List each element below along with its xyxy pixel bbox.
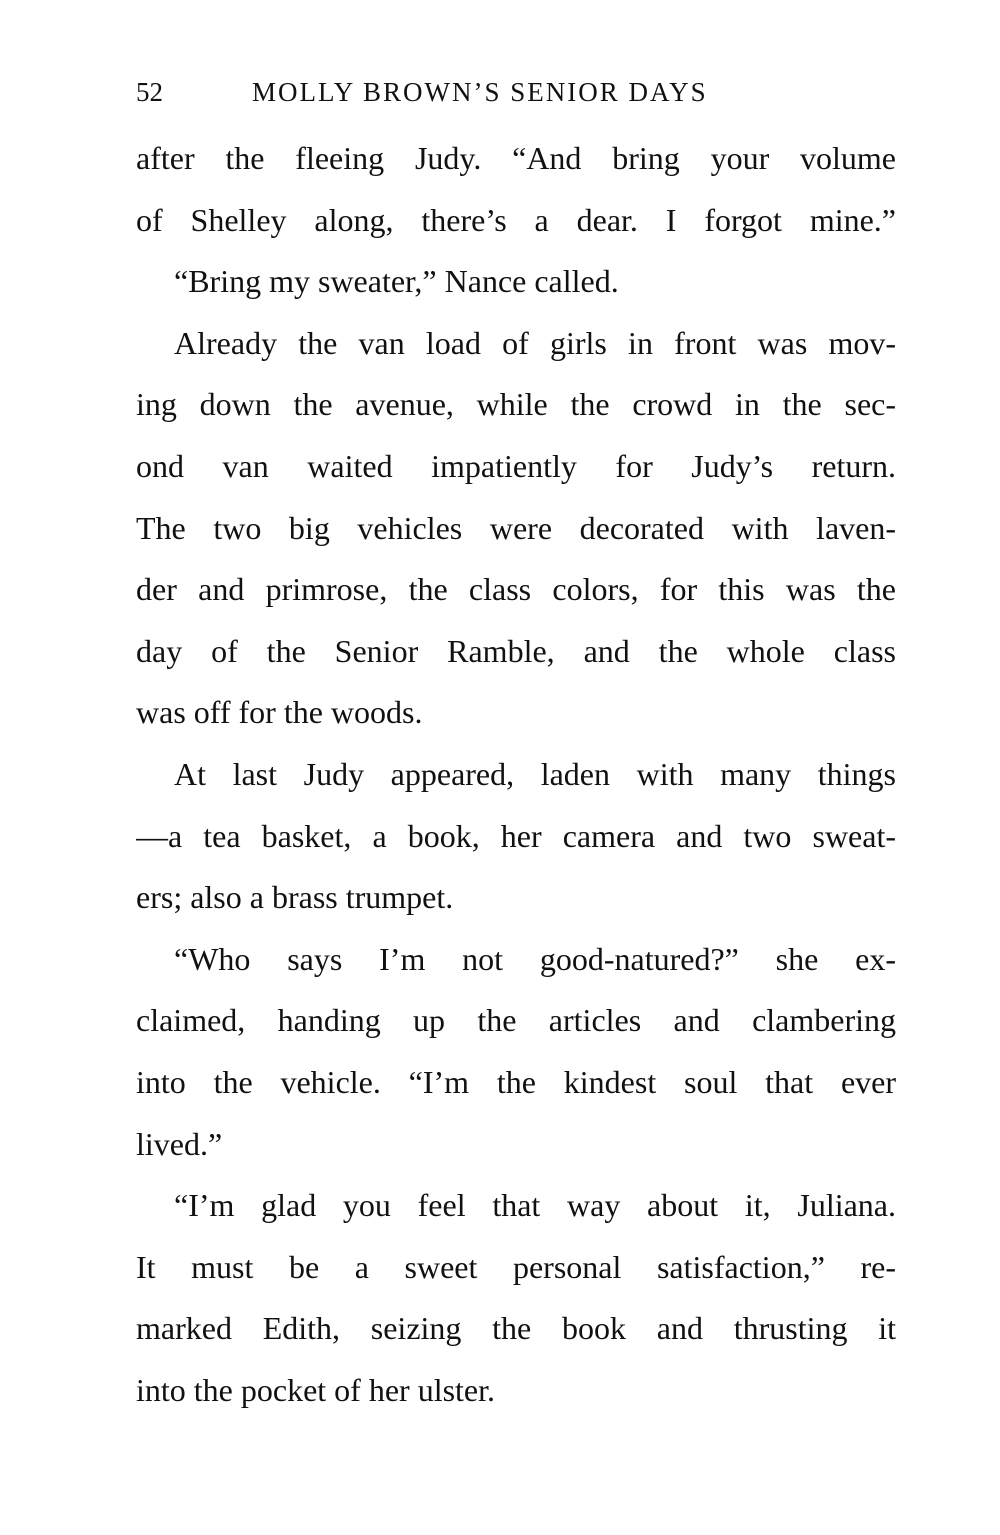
text-line: Already the van load of girls in front was mov-	[174, 324, 896, 361]
text-line: of Shelley along, there’s a dear. I forgot mine.”	[136, 201, 896, 238]
text-line: At last Judy appeared, laden with many things	[174, 755, 896, 792]
text-line: after the fleeing Judy. “And bring your volume	[136, 140, 896, 176]
text-line: day of the Senior Ramble, and the whole class	[136, 632, 896, 669]
text-line: “Bring my sweater,” Nance called.	[174, 263, 619, 300]
text-line: It must be a sweet personal satisfaction,” re-	[136, 1248, 896, 1285]
text-line: was off for the woods.	[136, 694, 423, 731]
text-line: —a tea basket, a book, her camera and two sweat-	[136, 817, 896, 854]
page-header	[136, 70, 896, 114]
text-line: “I’m glad you feel that way about it, Juliana.	[174, 1187, 896, 1224]
text-line: lived.”	[136, 1125, 223, 1162]
text-line: der and primrose, the class colors, for this was the	[136, 571, 896, 608]
running-title: MOLLY BROWN’S SENIOR DAYS	[252, 77, 708, 107]
text-line: ond van waited impatiently for Judy’s return.	[136, 447, 896, 484]
page-number: 52	[136, 77, 163, 107]
text-line: ers; also a brass trumpet.	[136, 879, 454, 916]
text-line: marked Edith, seizing the book and thrusting it	[136, 1310, 896, 1347]
text-line: into the pocket of her ulster.	[136, 1371, 496, 1408]
text-line: claimed, handing up the articles and clambering	[136, 1002, 896, 1039]
text-line: The two big vehicles were decorated with laven-	[136, 509, 896, 546]
body-text	[136, 128, 896, 1421]
text-line: into the vehicle. “I’m the kindest soul that ever	[136, 1063, 896, 1100]
text-line: ing down the avenue, while the crowd in the sec-	[136, 386, 896, 423]
text-line: “Who says I’m not good-natured?” she ex-	[174, 940, 896, 977]
